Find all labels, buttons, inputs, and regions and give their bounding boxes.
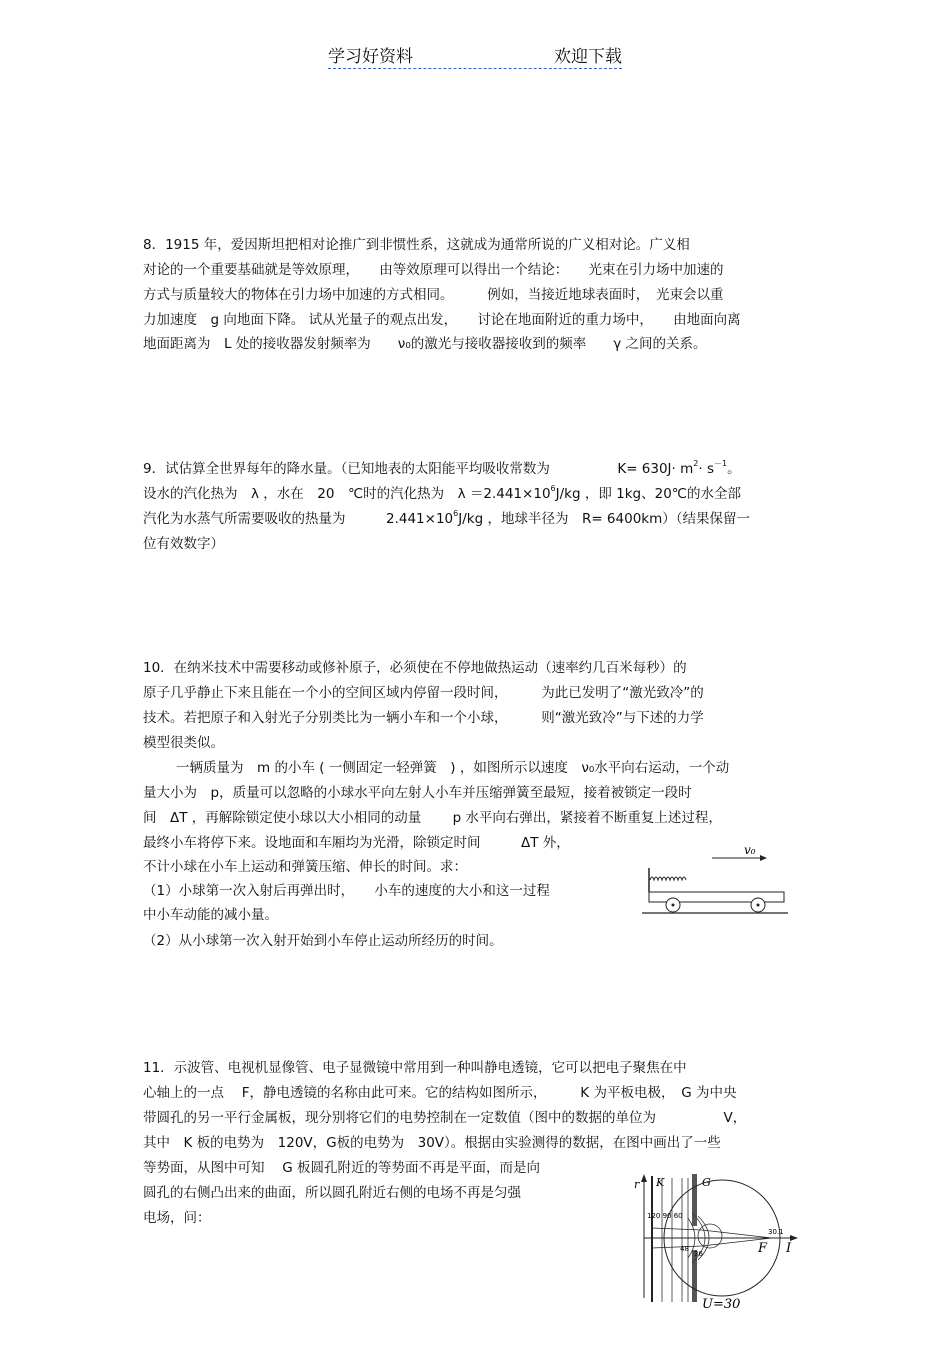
q11-line-6: 圆孔的右侧凸出来的曲面，所以圆孔附近右侧的电场不再是匀强 <box>143 1185 521 1201</box>
header-right: 欢迎下载 <box>554 47 622 67</box>
q10-line-6: 量大小为 p，质量可以忽略的小球水平向左射人小车并压缩弹簧至最短，接着被锁定一段时 <box>143 785 692 801</box>
q9-text: J/kg ，地球半径为 R= 6400km）（结果保留一 <box>458 511 751 527</box>
spring <box>650 877 686 880</box>
velocity-label: v₀ <box>744 843 756 857</box>
superscript: 6 <box>453 509 459 518</box>
q9-text: · s <box>698 461 714 477</box>
focus-label: F <box>758 1241 768 1256</box>
superscript: 2 <box>693 459 699 468</box>
cart-figure <box>640 840 790 920</box>
header-left: 学习好资料 <box>328 47 413 67</box>
q10-sub-question-1: （1）小球第一次入射后再弹出时， 小车的速度的大小和这一过程 <box>143 883 550 899</box>
q11-line-5: 等势面，从图中可知 G 板圆孔附近的等势面不再是平面，而是向 <box>143 1160 541 1176</box>
wheel-axle <box>672 904 675 907</box>
superscript: 6 <box>550 484 556 493</box>
q10-paragraph-indent: 一辆质量为 m 的小车 ( 一侧固定一轻弹簧 ) ，如图所示以速度 ν₀水平向右运动，一个动 <box>176 760 730 776</box>
q9-text: 9．试估算全世界每年的降水量。（已知地表的太阳能平均吸收常数为 K= 630J· m <box>143 461 694 477</box>
q9-line-4: 位有效数字） <box>143 536 224 552</box>
q10-line-1: 10．在纳米技术中需要移动或修补原子，必须使在不停地做热运动（速率约几百米每秒）的 <box>143 660 687 676</box>
superscript: －1 <box>714 459 728 468</box>
q10-line-9: 不计小球在小车上运动和弹簧压缩、伸长的时间。求： <box>143 859 467 875</box>
q10-sub-question-2: （2）从小球第一次入射开始到小车停止运动所经历的时间。 <box>143 933 503 949</box>
q10-line-8: 最终小车将停下来。设地面和车厢均为光滑，除锁定时间 ΔT 外， <box>143 835 570 851</box>
electrostatic-lens-figure <box>632 1168 802 1310</box>
q9-line-1 <box>143 459 741 481</box>
potential-u-label: U=30 <box>702 1297 741 1310</box>
potential-labels: 120 90 60 <box>647 1212 683 1220</box>
q11-line-1: 11．示波管、电视机显像管、电子显微镜中常用到一种叫静电透镜，它可以把电子聚焦在中 <box>143 1060 687 1076</box>
q9-line-3 <box>143 509 750 531</box>
q10-line-7: 间 ΔT ，再解除锁定使小球以大小相同的动量 p 水平向右弹出，紧接着不断重复上述过程， <box>143 810 722 826</box>
q8-line-3: 方式与质量较大的物体在引力场中加速的方式相同。 例如，当接近地球表面时， 光束会以重 <box>143 287 724 303</box>
q11-line-3: 带圆孔的另一平行金属板，现分别将它们的电势控制在一定数值（图中的数据的单位为 V， <box>143 1110 747 1126</box>
axis-label: I <box>786 1241 792 1256</box>
q8-line-1: 8．1915 年，爱因斯坦把相对论推广到非惯性系，这就成为通常所说的广义相对论。广义相 <box>143 237 690 253</box>
q8-line-4: 力加速度 g 向地面下降。 试从光量子的观点出发， 讨论在地面附近的重力场中， 由地面向离 <box>143 312 741 328</box>
arrow-head <box>790 1235 798 1241</box>
q9-text: 设水的汽化热为 λ ，水在 20 ℃时的汽化热为 λ ＝2.441×10 <box>143 486 551 502</box>
q11-line-4: 其中 K 板的电势为 120V，G板的电势为 30V）。根据由实验测得的数据，在图中画出了一些 <box>143 1135 721 1151</box>
k-label: K <box>656 1176 665 1189</box>
potential-label: 48 <box>680 1245 689 1253</box>
q9-text: J/kg ，即 1kg、20℃的水全部 <box>555 486 741 502</box>
page-header <box>328 40 622 69</box>
g-label: G <box>702 1176 711 1189</box>
g-plate-upper <box>692 1174 697 1226</box>
q9-line-2 <box>143 484 741 506</box>
r-axis-label: r <box>634 1178 640 1191</box>
wheel-axle <box>757 904 760 907</box>
q10-line-3: 技术。若把原子和入射光子分别类比为一辆小车和一个小球， 则“激光致冷”与下述的力学 <box>143 710 704 726</box>
potential-label: 36 <box>694 1250 703 1258</box>
q11-line-2: 心轴上的一点 F，静电透镜的名称由此可来。它的结构如图所示， K 为平板电极， G 为中央 <box>143 1085 737 1101</box>
q10-line-11: 中小车动能的减小量。 <box>143 907 278 923</box>
arrow-head <box>760 855 767 861</box>
q11-line-7: 电场，问： <box>143 1210 211 1226</box>
q9-text: 。 <box>727 461 741 477</box>
q8-line-2: 对论的一个重要基础就是等效原理， 由等效原理可以得出一个结论： 光束在引力场中加速的 <box>143 262 724 278</box>
arrow-head <box>641 1174 647 1182</box>
q9-text: 汽化为水蒸气所需要吸收的热量为 2.441×10 <box>143 511 454 527</box>
potential-label: 30.1 <box>768 1228 784 1236</box>
q10-line-4: 模型很类似。 <box>143 735 224 751</box>
q10-line-2: 原子几乎静止下来且能在一个小的空间区域内停留一段时间， 为此已发明了“激光致冷”的 <box>143 685 704 701</box>
q8-line-5: 地面距离为 L 处的接收器发射频率为 ν₀的激光与接收器接收到的频率 γ 之间的关系。 <box>143 336 707 352</box>
